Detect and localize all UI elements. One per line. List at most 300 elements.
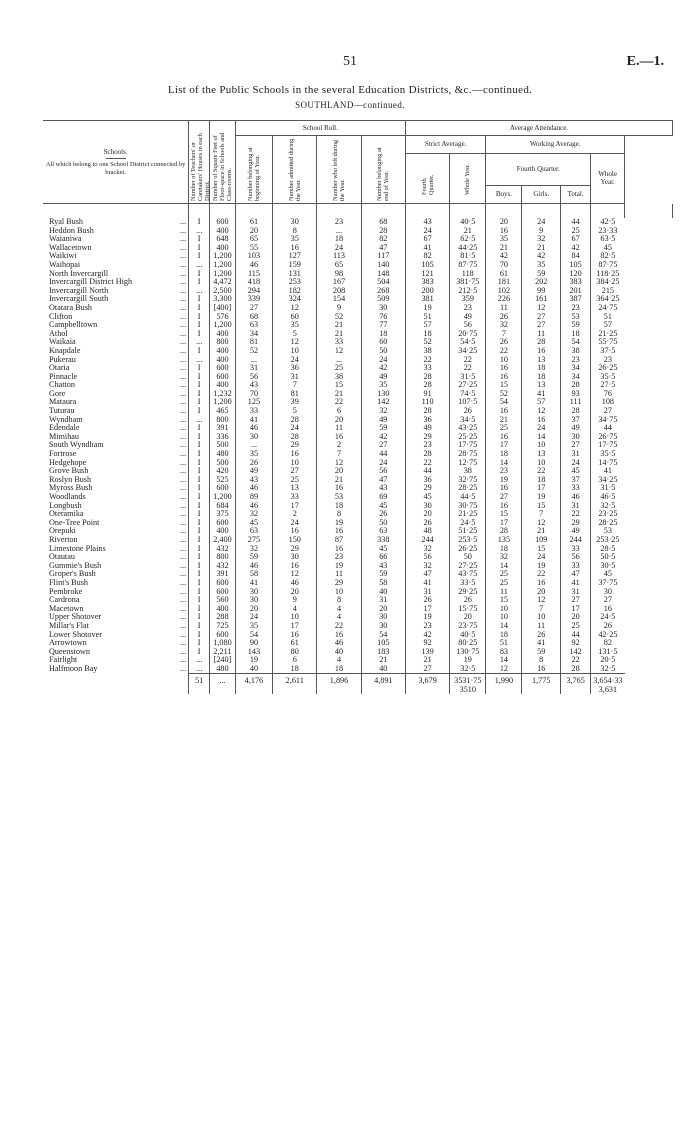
girls-cell: 59	[522, 270, 560, 279]
strict-fourth-quarter-cell: 383	[405, 278, 449, 287]
schools-table	[43, 120, 673, 694]
strict-whole-year-cell: 54·5	[450, 338, 486, 347]
girls-cell: 17	[522, 484, 560, 493]
roll-end-cell: 31	[361, 596, 405, 605]
roll-end-cell: 35	[361, 381, 405, 390]
schools-table-body	[43, 204, 673, 695]
school-name: Limestone Plains	[49, 543, 106, 553]
roll-end-cell: 24	[361, 356, 405, 365]
teachers-houses-cell: I	[189, 613, 210, 622]
teachers-houses-cell: I	[189, 244, 210, 253]
boys-cell: 18	[486, 545, 522, 554]
total-cell: 56	[560, 553, 590, 562]
whole-year-cell: 76	[591, 390, 625, 399]
spacer-cell	[522, 204, 560, 219]
total-strict-whole-year-cell: 3531·75	[450, 674, 486, 686]
roll-end-cell: 28	[361, 227, 405, 236]
strict-whole-year-cell: 28·25	[450, 484, 486, 493]
school-name: Chatton	[49, 380, 75, 390]
total-cell: 54	[560, 338, 590, 347]
schools-header-note: All which belong to one School District connected by bracket.	[45, 161, 186, 176]
girls-cell: 16	[522, 579, 560, 588]
roll-end-cell: 50	[361, 347, 405, 356]
dot-leader: ...	[180, 217, 187, 226]
roll-left-cell: 24	[317, 244, 361, 253]
girls-cell: 35	[522, 261, 560, 270]
roll-admitted-cell: 27	[273, 467, 317, 476]
girls-cell: 26	[522, 631, 560, 640]
floor-space-cell: 400	[210, 527, 236, 536]
roll-left-cell: 46	[317, 639, 361, 648]
girls-cell: 14	[522, 433, 560, 442]
roll-left-cell: 20	[317, 467, 361, 476]
dot-leader: ...	[180, 466, 187, 476]
roll-admitted-cell: 10	[273, 347, 317, 356]
roll-end-cell: 117	[361, 252, 405, 261]
page-number: 51	[343, 54, 357, 69]
total-total-cell: 3,765	[560, 674, 590, 686]
whole-year-cell: 20·5	[591, 656, 625, 665]
dot-leader: ...	[180, 397, 187, 407]
roll-left-cell: ...	[317, 356, 361, 365]
girls-cell: 13	[522, 381, 560, 390]
strict-whole-year-cell: 212·5	[450, 287, 486, 296]
floor-space-cell: 560	[210, 596, 236, 605]
teachers-houses-cell: I	[189, 579, 210, 588]
dot-leader: ...	[180, 664, 187, 674]
floor-space-label: Number of Square Feet of Floor-space in Schools and Class-rooms.	[211, 132, 233, 201]
teachers-houses-cell: I	[189, 347, 210, 356]
school-name: Mimihau	[49, 431, 80, 441]
teachers-houses-cell: I	[189, 407, 210, 416]
whole-year-cell: 21·25	[591, 330, 625, 339]
girls-cell: 21	[522, 527, 560, 536]
roll-begin-cell: 32	[235, 545, 272, 554]
whole-year-cell: 23·25	[591, 510, 625, 519]
roll-admitted-cell: 35	[273, 235, 317, 244]
roll-begin-cell: 26	[235, 459, 272, 468]
girls-cell: 19	[522, 493, 560, 502]
strict-whole-year-cell: 24·5	[450, 519, 486, 528]
document-code: E.—1.	[626, 54, 664, 69]
whole-year-cell: 82	[591, 639, 625, 648]
girls-cell: 21	[522, 244, 560, 253]
total-cell: 142	[560, 648, 590, 657]
total-cell: 33	[560, 545, 590, 554]
total-cell: 53	[560, 313, 590, 322]
dot-leader: ...	[180, 492, 187, 501]
roll-end-cell: 20	[361, 605, 405, 614]
roll-admitted-cell: 10	[273, 613, 317, 622]
strict-fourth-quarter-cell: 56	[405, 553, 449, 562]
roll-left-cell: 12	[317, 459, 361, 468]
roll-left-cell: 167	[317, 278, 361, 287]
total-cell: 18	[560, 330, 590, 339]
strict-fourth-quarter-cell: 49	[405, 424, 449, 433]
teachers-houses-cell: I	[189, 450, 210, 459]
roll-begin-cell: 43	[235, 381, 272, 390]
roll-admitted-cell: 17	[273, 622, 317, 631]
strict-whole-year-cell: 20	[450, 613, 486, 622]
total-cell: 47	[560, 570, 590, 579]
school-name: Ryal Bush	[49, 217, 84, 226]
roll-begin-cell: 35	[235, 450, 272, 459]
strict-whole-year-cell: 23·75	[450, 622, 486, 631]
total-cell: 37	[560, 476, 590, 485]
total-cell: 30	[560, 433, 590, 442]
roll-left-cell: 16	[317, 631, 361, 640]
girls-cell: 10	[522, 441, 560, 450]
whole-year-cell: 45	[591, 244, 625, 253]
strict-fourth-quarter-cell: 20	[405, 510, 449, 519]
total-strict-fourth-quarter-cell: 3,679	[405, 674, 449, 686]
boys-cell: 26	[486, 338, 522, 347]
boys-cell: 14	[486, 656, 522, 665]
whole-year-cell: 44	[591, 424, 625, 433]
roll-begin-cell: 30	[235, 433, 272, 442]
total-boys-cell: 1,990	[486, 674, 522, 686]
girls-cell: 11	[522, 622, 560, 631]
school-name: Millar's Flat	[49, 620, 89, 630]
school-name: Fortrose	[49, 449, 77, 459]
girls-cell: 19	[522, 562, 560, 571]
school-name: Upper Shotover	[49, 612, 102, 622]
roll-begin-cell: 115	[235, 270, 272, 279]
teachers-houses-cell: I	[189, 622, 210, 631]
floor-space-cell: 2,211	[210, 648, 236, 657]
total-cell: 27	[560, 596, 590, 605]
boys-cell: 21	[486, 416, 522, 425]
roll-end-cell: 76	[361, 313, 405, 322]
floor-space-cell: 1,200	[210, 493, 236, 502]
roll-left-cell: 9	[317, 304, 361, 313]
whole-year-cell: 50·5	[591, 553, 625, 562]
roll-begin-cell: 31	[235, 364, 272, 373]
roll-end-cell: 49	[361, 416, 405, 425]
schools-header-cell	[43, 121, 189, 204]
teachers-houses-cell: ...	[189, 356, 210, 365]
dot-leader: ...	[180, 225, 187, 235]
roll-end-cell: 50	[361, 519, 405, 528]
strict-whole-year-cell: 130·75	[450, 648, 486, 657]
roll-begin-cell: ...	[235, 356, 272, 365]
whole-year-cell: 26	[591, 622, 625, 631]
teachers-houses-cell: ...	[189, 261, 210, 270]
floor-space-cell: 432	[210, 545, 236, 554]
strict-fourth-quarter-cell: 32	[405, 562, 449, 571]
whole-year-cell: 26·25	[591, 364, 625, 373]
roll-begin-cell: 35	[235, 622, 272, 631]
dot-leader: ...	[180, 354, 187, 364]
teachers-houses-cell: I	[189, 398, 210, 407]
school-name: Roslyn Bush	[49, 474, 92, 484]
girls-cell: 8	[522, 656, 560, 665]
roll-begin-cell: 24	[235, 613, 272, 622]
boys-cell: 21	[486, 244, 522, 253]
whole-year-cell: 51	[591, 313, 625, 322]
roll-end-cell: 44	[361, 450, 405, 459]
strict-fourth-quarter-cell: 26	[405, 519, 449, 528]
school-name: South Wyndham	[49, 440, 104, 450]
strict-average-header: Strict Average.	[405, 136, 485, 154]
roll-admitted-cell: 18	[273, 665, 317, 674]
roll-begin-cell: 40	[235, 665, 272, 674]
roll-admitted-cell: 31	[273, 373, 317, 382]
total-cell: 46	[560, 493, 590, 502]
roll-left-cell: 20	[317, 416, 361, 425]
total-header: Total.	[560, 185, 590, 203]
whole-year-cell: 23·33	[591, 227, 625, 236]
strict-fourth-quarter-cell: 200	[405, 287, 449, 296]
strict-fourth-quarter-cell: 22	[405, 459, 449, 468]
school-name: One-Tree Point	[49, 517, 100, 527]
school-name: Pukerau	[49, 354, 76, 364]
whole-year-cell: 87·75	[591, 261, 625, 270]
roll-end-cell: 30	[361, 304, 405, 313]
roll-begin-cell: 41	[235, 579, 272, 588]
total-cell: 17	[560, 605, 590, 614]
table-row	[43, 665, 673, 674]
total-cell: 44	[560, 631, 590, 640]
roll-end-cell: 21	[361, 656, 405, 665]
girls-cell: 202	[522, 278, 560, 287]
total-roll-admitted-cell: 2,611	[273, 674, 317, 686]
strict-fourth-quarter-cell: 43	[405, 218, 449, 227]
roll-begin-cell: 19	[235, 656, 272, 665]
total-cell: 28	[560, 381, 590, 390]
school-roll-header: School Roll.	[235, 121, 405, 136]
floor-space-cell: 600	[210, 588, 236, 597]
strict-fourth-quarter-cell: 21	[405, 656, 449, 665]
strict-whole-year-cell: 50	[450, 553, 486, 562]
totals-secondary-cell	[522, 686, 560, 694]
roll-admitted-cell: 17	[273, 502, 317, 511]
whole-year-cell: 26·75	[591, 433, 625, 442]
strict-fourth-quarter-cell: 36	[405, 416, 449, 425]
boys-cell: 18	[486, 631, 522, 640]
boys-cell: 28	[486, 527, 522, 536]
strict-fourth-quarter-cell: 41	[405, 244, 449, 253]
school-name: Woodlands	[49, 492, 86, 501]
strict-whole-year-cell: 253·5	[450, 536, 486, 545]
roll-end-cell: 42	[361, 433, 405, 442]
working-average-header: Working Average.	[486, 136, 625, 154]
roll-admitted-cell: 46	[273, 579, 317, 588]
roll-left-cell: 18	[317, 235, 361, 244]
whole-year-cell: 23	[591, 356, 625, 365]
girls-cell: 28	[522, 338, 560, 347]
schools-header-rule	[106, 158, 126, 159]
whole-year-cell: 108	[591, 398, 625, 407]
school-name: Grove Bush	[49, 466, 89, 476]
whole-year-cell: 41	[591, 467, 625, 476]
floor-space-cell: 1,080	[210, 639, 236, 648]
boys-cell: 12	[486, 665, 522, 674]
strict-fourth-quarter-cell: 29	[405, 484, 449, 493]
girls-cell: 16	[522, 416, 560, 425]
boys-cell: 61	[486, 270, 522, 279]
roll-admitted-cell: 150	[273, 536, 317, 545]
boys-cell: 11	[486, 588, 522, 597]
teachers-houses-cell: I	[189, 536, 210, 545]
boys-cell: 7	[486, 330, 522, 339]
dot-leader: ...	[180, 388, 187, 398]
roll-left-cell: 33	[317, 338, 361, 347]
girls-cell: 12	[522, 519, 560, 528]
teachers-houses-cell: I	[189, 424, 210, 433]
strict-fourth-quarter-cell: 82	[405, 252, 449, 261]
floor-space-cell: 500	[210, 459, 236, 468]
school-name: Mataura	[49, 397, 77, 407]
roll-end-cell: 130	[361, 390, 405, 399]
school-name: Flint's Bush	[49, 577, 89, 587]
girls-cell: 24	[522, 553, 560, 562]
spacer-cell	[317, 204, 361, 219]
roll-admitted-cell: 6	[273, 656, 317, 665]
boys-cell: 42	[486, 252, 522, 261]
strict-whole-year-cell: 51·25	[450, 527, 486, 536]
floor-space-cell: 420	[210, 467, 236, 476]
whole-year-cell: 28·25	[591, 519, 625, 528]
roll-begin-cell: 46	[235, 261, 272, 270]
whole-year-cell: 27	[591, 407, 625, 416]
dot-leader: ...	[180, 552, 187, 562]
totals-secondary-cell	[317, 686, 361, 694]
spacer-cell	[405, 204, 449, 219]
strict-fourth-quarter-cell: 44	[405, 467, 449, 476]
strict-whole-year-cell: 22	[450, 364, 486, 373]
girls-cell: 12	[522, 407, 560, 416]
whole-year-cell: 63·5	[591, 235, 625, 244]
roll-begin-cell: 41	[235, 416, 272, 425]
boys-cell: 16	[486, 502, 522, 511]
strict-whole-year-label: Whole Year.	[464, 164, 472, 196]
roll-left-cell: 22	[317, 622, 361, 631]
girls-cell: 41	[522, 390, 560, 399]
teachers-houses-cell: I	[189, 484, 210, 493]
strict-whole-year-cell: 107·5	[450, 398, 486, 407]
roll-admitted-cell: 16	[273, 450, 317, 459]
whole-year-cell: 364·25	[591, 295, 625, 304]
spacer-cell	[450, 204, 486, 219]
whole-year-cell: 35·5	[591, 450, 625, 459]
floor-space-cell: 391	[210, 424, 236, 433]
girls-header: Girls.	[522, 185, 560, 203]
dot-leader: ...	[180, 320, 187, 330]
roll-left-cell: 154	[317, 295, 361, 304]
whole-year-cell: 30·5	[591, 562, 625, 571]
roll-end-cell: 268	[361, 287, 405, 296]
roll-left-cell: 8	[317, 510, 361, 519]
total-cell: 244	[560, 536, 590, 545]
girls-cell: 42	[522, 252, 560, 261]
roll-begin-cell: 339	[235, 295, 272, 304]
boys-cell: 16	[486, 364, 522, 373]
total-floor-space-cell: ...	[210, 674, 236, 686]
total-cell: 24	[560, 459, 590, 468]
boys-cell: 16	[486, 373, 522, 382]
roll-left-cell: 18	[317, 502, 361, 511]
teachers-houses-cell: I	[189, 648, 210, 657]
girls-cell: 10	[522, 459, 560, 468]
total-cell: 22	[560, 510, 590, 519]
school-name: Groper's Bush	[49, 569, 96, 579]
school-name: Waianiwa	[49, 234, 82, 244]
whole-year-cell: 215	[591, 287, 625, 296]
boys-cell: 19	[486, 476, 522, 485]
total-cell: 120	[560, 270, 590, 279]
roll-begin-cell: 49	[235, 467, 272, 476]
boys-cell: 52	[486, 390, 522, 399]
strict-fourth-quarter-cell: 42	[405, 631, 449, 640]
teachers-houses-cell: ...	[189, 656, 210, 665]
dot-leader: ...	[180, 431, 187, 441]
teachers-houses-cell: I	[189, 373, 210, 382]
dot-leader: ...	[180, 620, 187, 630]
roll-begin-cell: 275	[235, 536, 272, 545]
total-cell: 111	[560, 398, 590, 407]
roll-left-cell: 113	[317, 252, 361, 261]
girls-cell: 59	[522, 648, 560, 657]
roll-admitted-cell: 131	[273, 270, 317, 279]
teachers-houses-cell: I	[189, 588, 210, 597]
floor-space-cell: 3,300	[210, 295, 236, 304]
whole-year-cell: 45	[591, 570, 625, 579]
strict-fourth-quarter-cell: 28	[405, 407, 449, 416]
total-cell: 22	[560, 656, 590, 665]
whole-year-cell: 53	[591, 527, 625, 536]
roll-begin-cell: 61	[235, 218, 272, 227]
floor-space-cell: 1,200	[210, 398, 236, 407]
roll-admitted-cell: 7	[273, 381, 317, 390]
strict-fourth-quarter-cell: 91	[405, 390, 449, 399]
strict-whole-year-cell: 27·25	[450, 562, 486, 571]
roll-begin-cell: 63	[235, 321, 272, 330]
roll-begin-cell: 59	[235, 553, 272, 562]
strict-whole-year-cell: 40·5	[450, 218, 486, 227]
roll-admitted-cell: 9	[273, 596, 317, 605]
total-cell: 31	[560, 502, 590, 511]
total-cell: 28	[560, 665, 590, 674]
teachers-houses-cell: I	[189, 519, 210, 528]
roll-admitted-cell: 25	[273, 476, 317, 485]
roll-admitted-cell: 12	[273, 304, 317, 313]
girls-cell: 24	[522, 218, 560, 227]
strict-fourth-quarter-cell: 31	[405, 588, 449, 597]
dot-leader: ...	[180, 526, 187, 536]
whole-year-cell: 14·75	[591, 459, 625, 468]
total-cell: 23	[560, 356, 590, 365]
working-fourth-quarter-header: Fourth Quarter.	[486, 153, 591, 185]
total-roll-end-cell: 4,891	[361, 674, 405, 686]
total-roll-left-cell: 1,896	[317, 674, 361, 686]
whole-year-cell: 31·5	[591, 484, 625, 493]
boys-cell: 226	[486, 295, 522, 304]
roll-left-cell: 6	[317, 407, 361, 416]
roll-begin-cell: 32	[235, 510, 272, 519]
teachers-houses-cell: I	[189, 390, 210, 399]
roll-admitted-cell: 159	[273, 261, 317, 270]
girls-cell: 161	[522, 295, 560, 304]
roll-left-cell: 65	[317, 261, 361, 270]
roll-end-cell: 504	[361, 278, 405, 287]
strict-fourth-quarter-cell: 27	[405, 665, 449, 674]
roll-admitted-cell: 16	[273, 244, 317, 253]
school-name: Hedgehope	[49, 457, 87, 467]
roll-admitted-cell: 30	[273, 553, 317, 562]
school-name: Edendale	[49, 423, 80, 433]
total-cell: 29	[560, 519, 590, 528]
